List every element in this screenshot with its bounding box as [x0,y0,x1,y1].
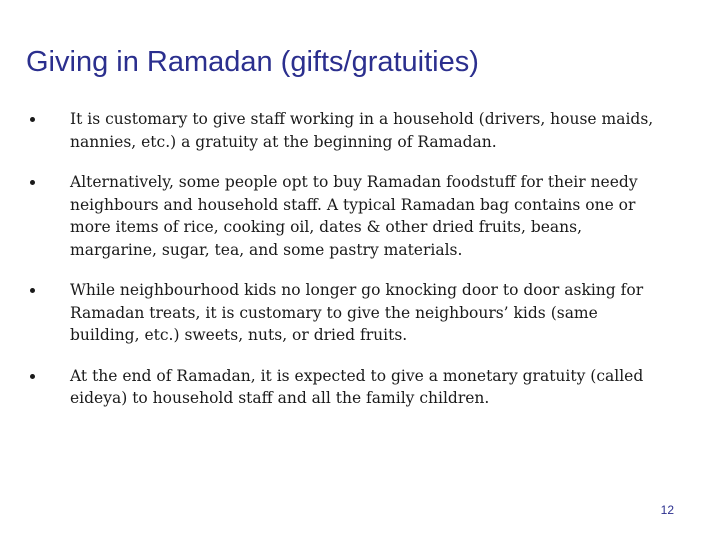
bullet-item [30,279,670,347]
bullet-dot-icon [30,180,35,185]
bullet-item [30,108,670,153]
bullet-dot-icon [30,374,35,379]
bullet-text: At the end of Ramadan, it is expected to give a monetary gratuity (called eideya) to household staff and all the family children. [70,366,644,407]
bullet-item [30,365,670,410]
bullet-text: While neighbourhood kids no longer go knocking door to door asking for Ramadan treats, it is customary to give the neighbours’ kids (same building, etc.) sweets, nuts, or dried fruits. [70,281,644,344]
bullet-dot-icon [30,288,35,293]
bullet-dot-icon [30,117,35,122]
slide-title: Giving in Ramadan (gifts/gratuities) [26,46,479,78]
bullet-text: Alternatively, some people opt to buy Ramadan foodstuff for their needy neighbours and household staff. A typical Ramadan bag contains one or more items of rice, cooking oil, dates & other dried fruits, beans, margarine, sugar, tea, and some pastry materials. [70,173,638,259]
bullet-text: It is customary to give staff working in a household (drivers, house maids, nannies, etc.) a gratuity at the beginning of Ramadan. [70,110,654,151]
page-number: 12 [660,503,674,517]
bullet-item [30,171,670,261]
bullet-list [30,108,670,428]
